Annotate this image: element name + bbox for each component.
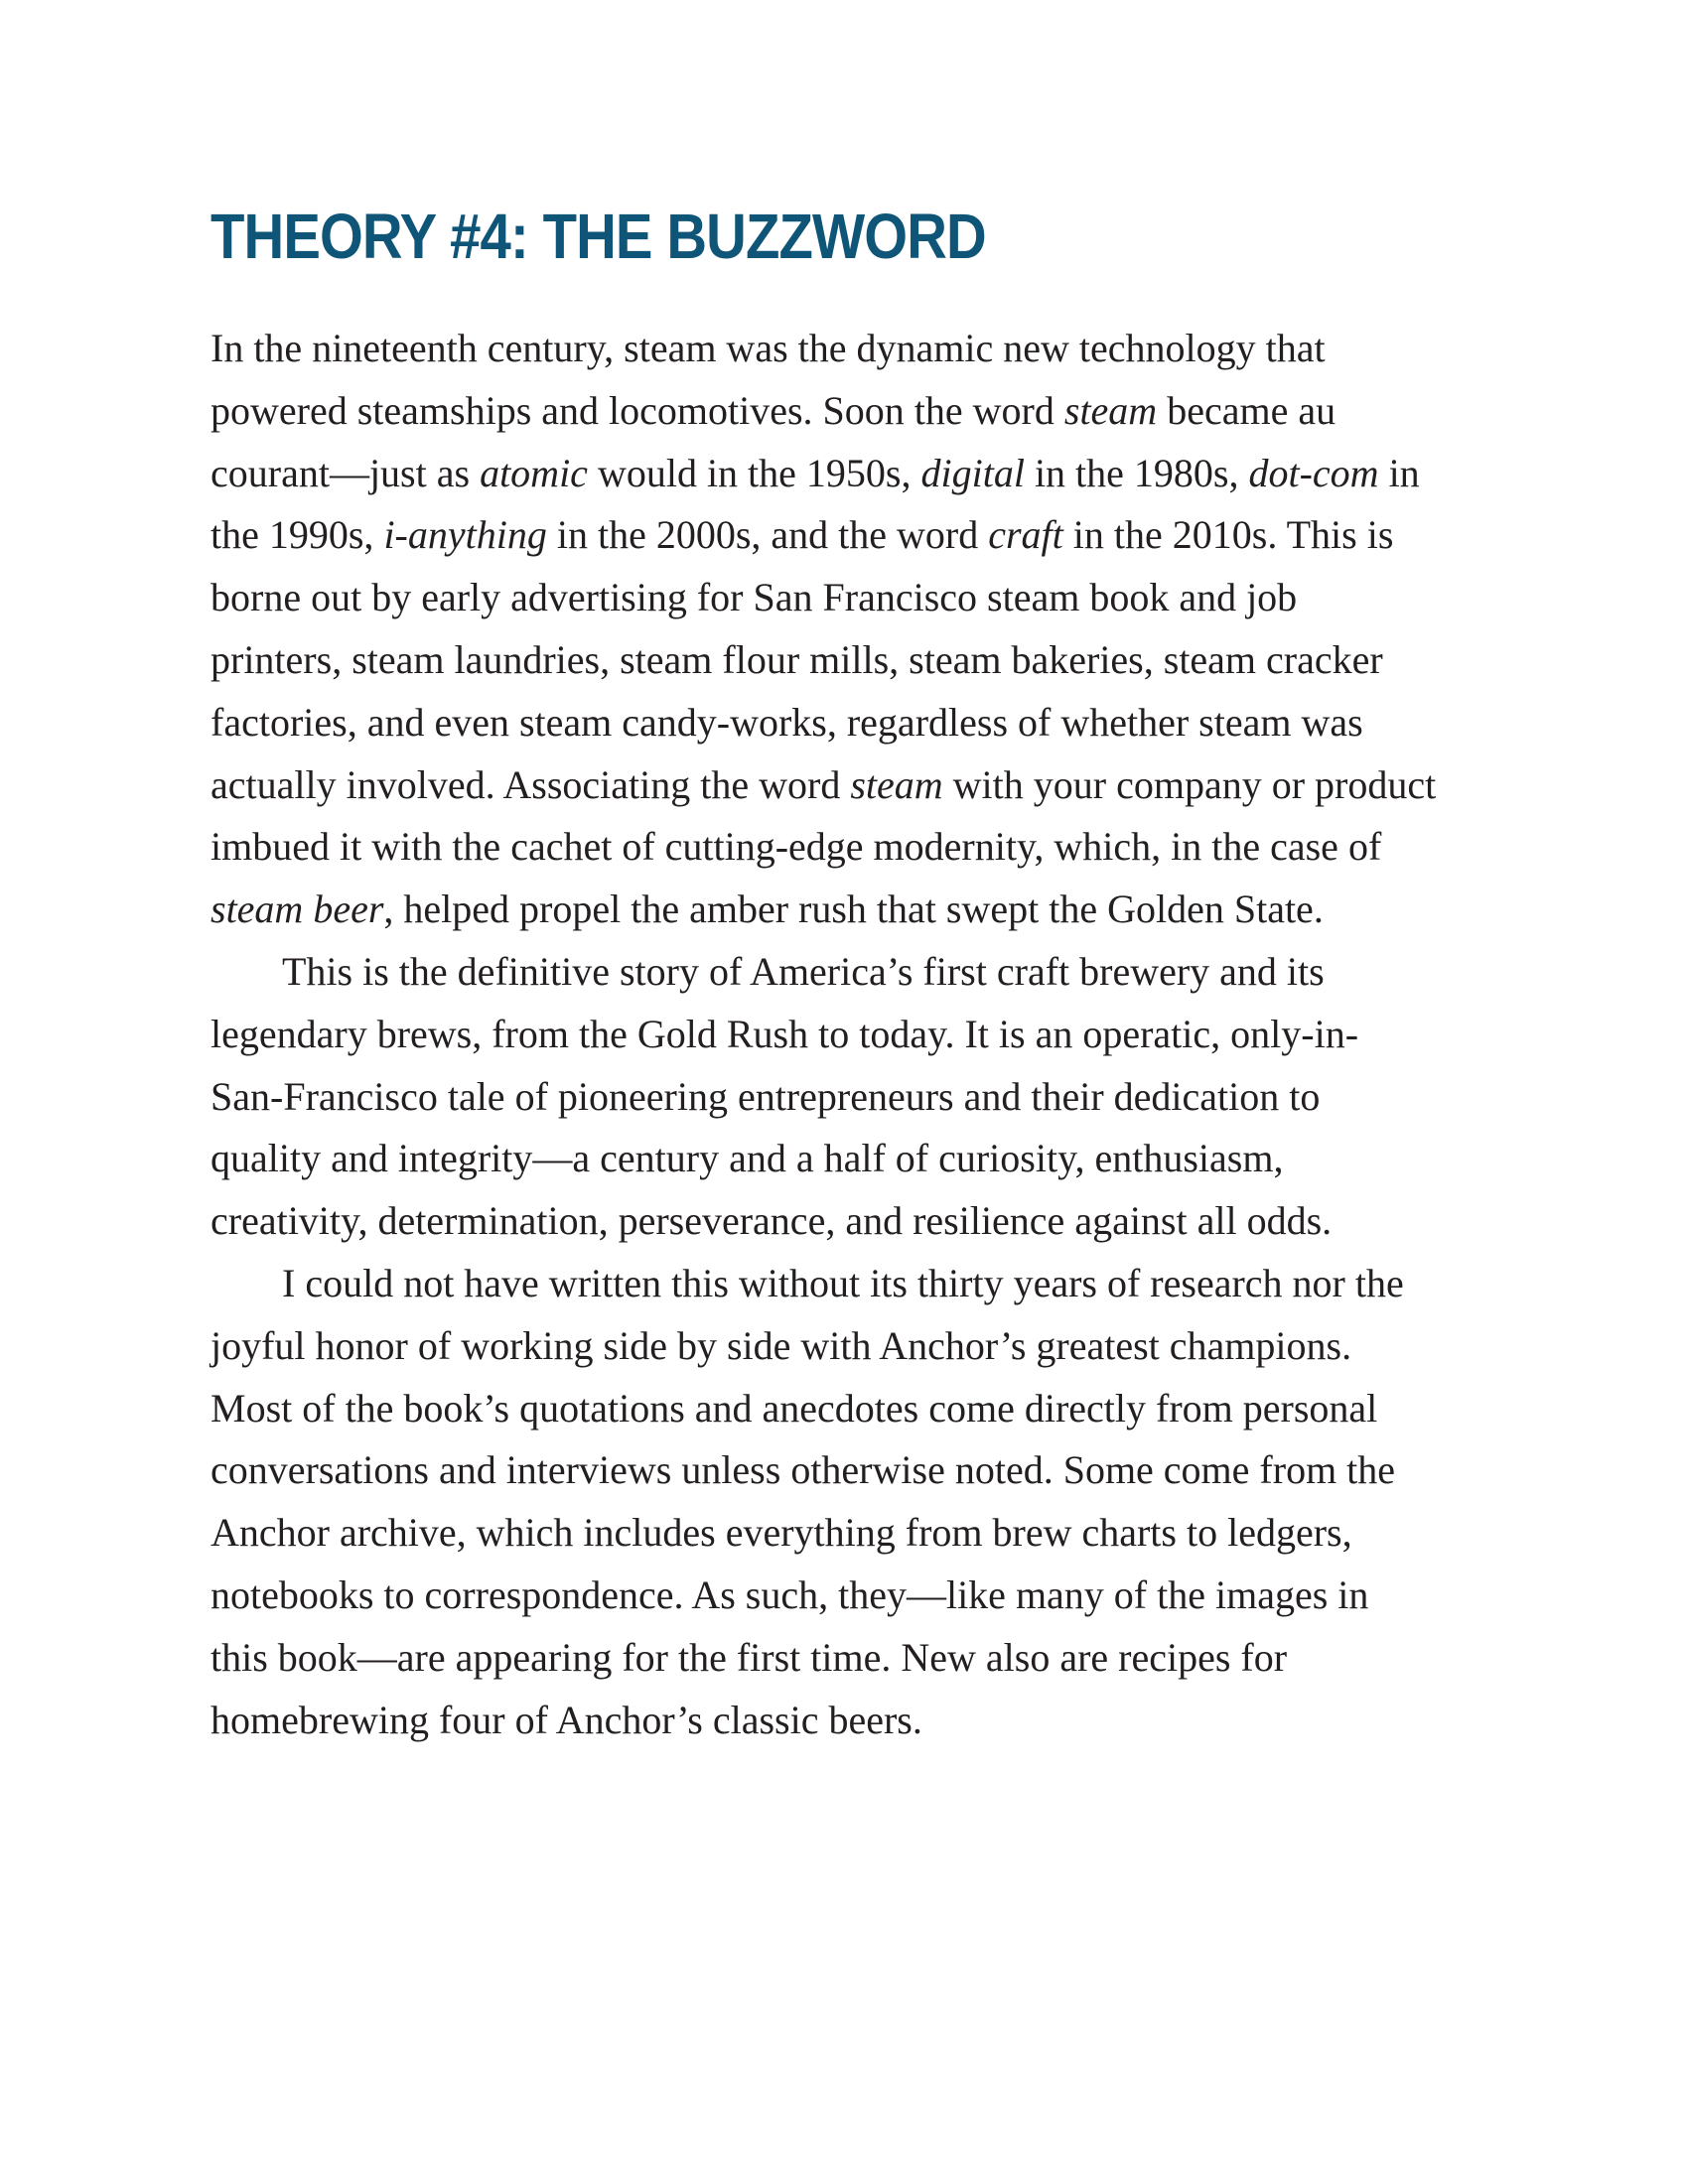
text-run: homebrewing four of Anchor’s classic beers. [211,1697,922,1742]
text-run: in [1378,450,1420,495]
text-run: creativity, determination, perseverance, and resilience against all odds. [211,1198,1333,1244]
italic-text: digital [920,450,1025,495]
text-run: in the 2010s. This is [1062,512,1394,558]
text-line [211,941,1481,1004]
text-line [211,1690,1481,1752]
text-run: powered steamships and locomotives. Soon the word [211,387,1064,433]
text-run: quality and integrity—a century and a half of curiosity, enthusiasm, [211,1136,1284,1181]
italic-text: steam [1063,387,1158,433]
text-run: courant—just as [211,450,481,495]
text-run: actually involved. Associating the word [211,761,851,807]
text-line [211,318,1481,380]
text-run: San-Francisco tale of pioneering entrepreneurs and their dedication to [211,1073,1321,1119]
text-run: imbued it with the cachet of cutting-edge modernity, which, in the case of [211,824,1382,870]
text-line [211,1565,1481,1627]
text-run: legendary brews, from the Gold Rush to today. It is an operatic, only-in- [211,1011,1359,1056]
section-heading: THEORY #4: THE BUZZWORD [211,201,986,272]
italic-text: i-anything [383,512,547,558]
paragraph-2 [211,941,1481,1253]
text-run: notebooks to correspondence. As such, they—like many of the images in [211,1571,1369,1617]
text-run: joyful honor of working side by side with Anchor’s greatest champions. [211,1322,1352,1368]
body-text [211,318,1481,1751]
text-run: I could not have written this without its thirty years of research nor the [282,1260,1404,1305]
italic-text: steam beer [211,887,384,932]
text-line [211,1253,1481,1315]
text-run: , helped propel the amber rush that swept the Golden State. [383,887,1324,932]
text-line [211,504,1481,567]
italic-text: steam [850,761,943,807]
text-line [211,692,1481,754]
paragraph-3 [211,1253,1481,1751]
text-line [211,1128,1481,1190]
text-line [211,879,1481,941]
text-run: factories, and even steam candy-works, regardless of whether steam was [211,699,1363,745]
text-run: borne out by early advertising for San Francisco steam book and job [211,575,1298,620]
text-line [211,629,1481,692]
text-line [211,1066,1481,1129]
text-run: Anchor archive, which includes everything from brew charts to ledgers, [211,1510,1352,1556]
text-run: conversations and interviews unless otherwise noted. Some come from the [211,1447,1396,1493]
text-line [211,816,1481,879]
text-run: would in the 1950s, [587,450,921,495]
text-line [211,1190,1481,1253]
text-line [211,1502,1481,1565]
text-line [211,754,1481,817]
text-line [211,1627,1481,1690]
text-run: in the 2000s, and the word [546,512,989,558]
text-run: this book—are appearing for the first time. New also are recipes for [211,1634,1288,1680]
text-run: with your company or product [942,761,1437,807]
text-run: became au [1157,387,1336,433]
text-run: the 1990s, [211,512,384,558]
text-run: printers, steam laundries, steam flour mills, steam bakeries, steam cracker [211,636,1383,682]
text-line [211,380,1481,443]
text-run: in the 1980s, [1024,450,1249,495]
text-line [211,567,1481,629]
text-line [211,1378,1481,1440]
italic-text: dot-com [1248,450,1379,495]
text-line [211,1439,1481,1502]
text-run: Most of the book’s quotations and anecdotes come directly from personal [211,1385,1378,1431]
paragraph-1 [211,318,1481,941]
text-run: This is the definitive story of America’s first craft brewery and its [282,948,1325,994]
text-line [211,1315,1481,1378]
text-run: In the nineteenth century, steam was the dynamic new technology that [211,326,1326,370]
italic-text: atomic [480,450,588,495]
italic-text: craft [988,512,1063,558]
text-line [211,443,1481,505]
text-line [211,1004,1481,1066]
